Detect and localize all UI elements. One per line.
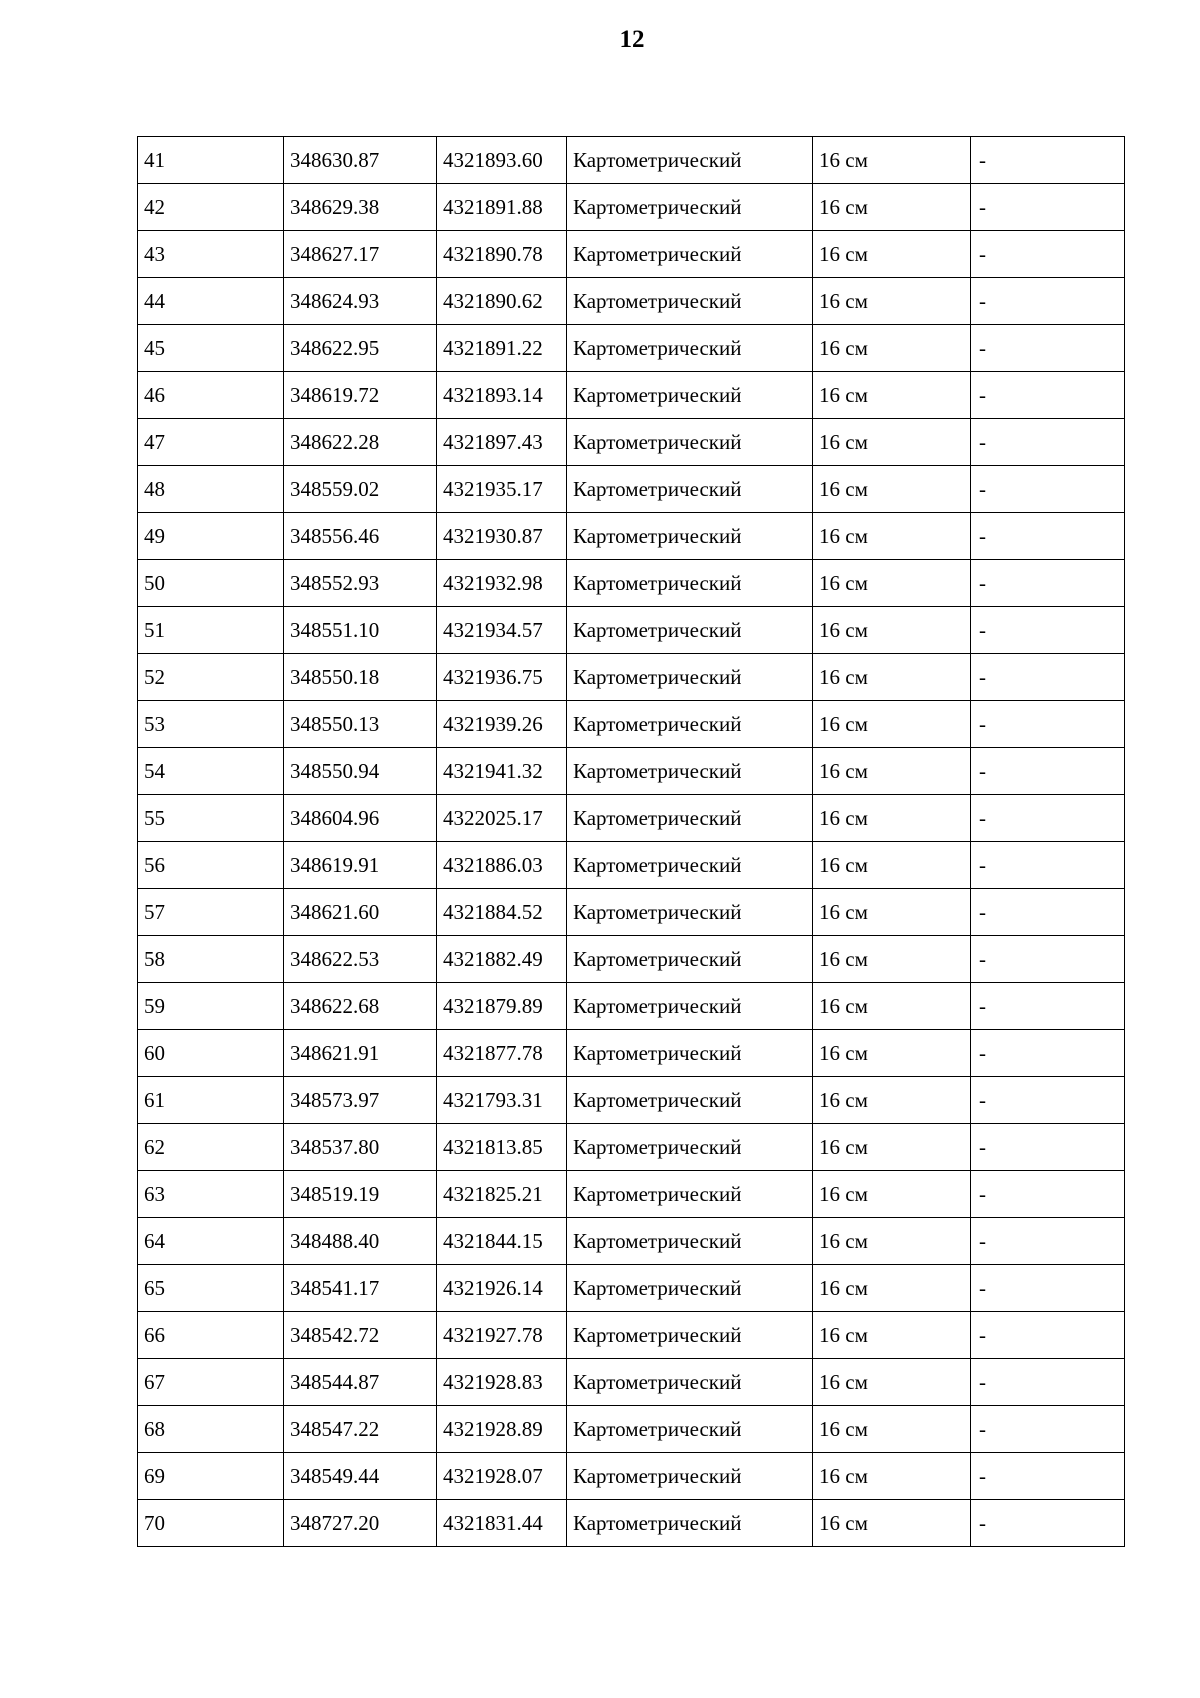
x-coordinate-cell: 348550.13 [284, 701, 437, 748]
method-cell: Картометрический [567, 1453, 813, 1500]
y-coordinate-cell: 4321926.14 [437, 1265, 567, 1312]
table-row [138, 936, 1125, 983]
y-coordinate-cell: 4322025.17 [437, 795, 567, 842]
point-number-cell: 56 [138, 842, 284, 889]
point-number-cell: 63 [138, 1171, 284, 1218]
x-coordinate-cell: 348573.97 [284, 1077, 437, 1124]
table-row [138, 654, 1125, 701]
y-coordinate-cell: 4321890.78 [437, 231, 567, 278]
table-row [138, 1406, 1125, 1453]
note-cell: - [971, 184, 1125, 231]
y-coordinate-cell: 4321897.43 [437, 419, 567, 466]
point-number-cell: 61 [138, 1077, 284, 1124]
table-row [138, 137, 1125, 184]
x-coordinate-cell: 348627.17 [284, 231, 437, 278]
method-cell: Картометрический [567, 1077, 813, 1124]
accuracy-cell: 16 см [813, 419, 971, 466]
accuracy-cell: 16 см [813, 1124, 971, 1171]
point-number-cell: 57 [138, 889, 284, 936]
point-number-cell: 51 [138, 607, 284, 654]
accuracy-cell: 16 см [813, 231, 971, 278]
note-cell: - [971, 1030, 1125, 1077]
accuracy-cell: 16 см [813, 1359, 971, 1406]
note-cell: - [971, 1218, 1125, 1265]
accuracy-cell: 16 см [813, 1030, 971, 1077]
method-cell: Картометрический [567, 1030, 813, 1077]
note-cell: - [971, 1500, 1125, 1547]
coordinates-table [137, 136, 1125, 1547]
table-row [138, 513, 1125, 560]
y-coordinate-cell: 4321928.89 [437, 1406, 567, 1453]
y-coordinate-cell: 4321877.78 [437, 1030, 567, 1077]
method-cell: Картометрический [567, 560, 813, 607]
accuracy-cell: 16 см [813, 983, 971, 1030]
accuracy-cell: 16 см [813, 466, 971, 513]
y-coordinate-cell: 4321793.31 [437, 1077, 567, 1124]
point-number-cell: 60 [138, 1030, 284, 1077]
accuracy-cell: 16 см [813, 184, 971, 231]
accuracy-cell: 16 см [813, 1453, 971, 1500]
method-cell: Картометрический [567, 466, 813, 513]
method-cell: Картометрический [567, 795, 813, 842]
table-row [138, 278, 1125, 325]
note-cell: - [971, 278, 1125, 325]
point-number-cell: 70 [138, 1500, 284, 1547]
accuracy-cell: 16 см [813, 1077, 971, 1124]
method-cell: Картометрический [567, 1312, 813, 1359]
point-number-cell: 42 [138, 184, 284, 231]
x-coordinate-cell: 348622.95 [284, 325, 437, 372]
point-number-cell: 43 [138, 231, 284, 278]
x-coordinate-cell: 348541.17 [284, 1265, 437, 1312]
point-number-cell: 69 [138, 1453, 284, 1500]
table-row [138, 325, 1125, 372]
method-cell: Картометрический [567, 1171, 813, 1218]
x-coordinate-cell: 348619.91 [284, 842, 437, 889]
y-coordinate-cell: 4321935.17 [437, 466, 567, 513]
accuracy-cell: 16 см [813, 278, 971, 325]
point-number-cell: 48 [138, 466, 284, 513]
method-cell: Картометрический [567, 1406, 813, 1453]
note-cell: - [971, 560, 1125, 607]
note-cell: - [971, 419, 1125, 466]
y-coordinate-cell: 4321927.78 [437, 1312, 567, 1359]
method-cell: Картометрический [567, 1265, 813, 1312]
accuracy-cell: 16 см [813, 795, 971, 842]
point-number-cell: 46 [138, 372, 284, 419]
x-coordinate-cell: 348550.18 [284, 654, 437, 701]
coordinates-table-body [138, 137, 1125, 1547]
table-row [138, 1265, 1125, 1312]
y-coordinate-cell: 4321936.75 [437, 654, 567, 701]
method-cell: Картометрический [567, 842, 813, 889]
y-coordinate-cell: 4321825.21 [437, 1171, 567, 1218]
point-number-cell: 67 [138, 1359, 284, 1406]
note-cell: - [971, 701, 1125, 748]
method-cell: Картометрический [567, 513, 813, 560]
y-coordinate-cell: 4321886.03 [437, 842, 567, 889]
note-cell: - [971, 842, 1125, 889]
y-coordinate-cell: 4321891.88 [437, 184, 567, 231]
x-coordinate-cell: 348537.80 [284, 1124, 437, 1171]
x-coordinate-cell: 348629.38 [284, 184, 437, 231]
point-number-cell: 54 [138, 748, 284, 795]
note-cell: - [971, 513, 1125, 560]
accuracy-cell: 16 см [813, 936, 971, 983]
point-number-cell: 45 [138, 325, 284, 372]
note-cell: - [971, 1124, 1125, 1171]
note-cell: - [971, 889, 1125, 936]
x-coordinate-cell: 348624.93 [284, 278, 437, 325]
method-cell: Картометрический [567, 1124, 813, 1171]
x-coordinate-cell: 348519.19 [284, 1171, 437, 1218]
table-row [138, 983, 1125, 1030]
page-number: 12 [619, 26, 645, 53]
y-coordinate-cell: 4321879.89 [437, 983, 567, 1030]
table-row [138, 1171, 1125, 1218]
x-coordinate-cell: 348552.93 [284, 560, 437, 607]
x-coordinate-cell: 348547.22 [284, 1406, 437, 1453]
accuracy-cell: 16 см [813, 1265, 971, 1312]
x-coordinate-cell: 348621.91 [284, 1030, 437, 1077]
x-coordinate-cell: 348727.20 [284, 1500, 437, 1547]
y-coordinate-cell: 4321813.85 [437, 1124, 567, 1171]
note-cell: - [971, 372, 1125, 419]
y-coordinate-cell: 4321884.52 [437, 889, 567, 936]
x-coordinate-cell: 348549.44 [284, 1453, 437, 1500]
accuracy-cell: 16 см [813, 1312, 971, 1359]
note-cell: - [971, 1359, 1125, 1406]
y-coordinate-cell: 4321932.98 [437, 560, 567, 607]
table-row [138, 1312, 1125, 1359]
table-row [138, 419, 1125, 466]
table-row [138, 748, 1125, 795]
table-row [138, 1500, 1125, 1547]
y-coordinate-cell: 4321890.62 [437, 278, 567, 325]
x-coordinate-cell: 348559.02 [284, 466, 437, 513]
point-number-cell: 49 [138, 513, 284, 560]
y-coordinate-cell: 4321928.83 [437, 1359, 567, 1406]
accuracy-cell: 16 см [813, 372, 971, 419]
accuracy-cell: 16 см [813, 1500, 971, 1547]
table-row [138, 795, 1125, 842]
method-cell: Картометрический [567, 278, 813, 325]
y-coordinate-cell: 4321930.87 [437, 513, 567, 560]
point-number-cell: 52 [138, 654, 284, 701]
table-row [138, 1218, 1125, 1265]
method-cell: Картометрический [567, 701, 813, 748]
table-row [138, 1359, 1125, 1406]
method-cell: Картометрический [567, 184, 813, 231]
note-cell: - [971, 983, 1125, 1030]
method-cell: Картометрический [567, 372, 813, 419]
x-coordinate-cell: 348544.87 [284, 1359, 437, 1406]
x-coordinate-cell: 348488.40 [284, 1218, 437, 1265]
accuracy-cell: 16 см [813, 748, 971, 795]
method-cell: Картометрический [567, 231, 813, 278]
accuracy-cell: 16 см [813, 1218, 971, 1265]
method-cell: Картометрический [567, 607, 813, 654]
table-row [138, 607, 1125, 654]
note-cell: - [971, 137, 1125, 184]
point-number-cell: 62 [138, 1124, 284, 1171]
note-cell: - [971, 795, 1125, 842]
x-coordinate-cell: 348619.72 [284, 372, 437, 419]
table-row [138, 184, 1125, 231]
accuracy-cell: 16 см [813, 560, 971, 607]
accuracy-cell: 16 см [813, 513, 971, 560]
table-row [138, 1030, 1125, 1077]
accuracy-cell: 16 см [813, 1406, 971, 1453]
accuracy-cell: 16 см [813, 654, 971, 701]
y-coordinate-cell: 4321882.49 [437, 936, 567, 983]
note-cell: - [971, 1312, 1125, 1359]
method-cell: Картометрический [567, 889, 813, 936]
note-cell: - [971, 607, 1125, 654]
note-cell: - [971, 748, 1125, 795]
point-number-cell: 44 [138, 278, 284, 325]
accuracy-cell: 16 см [813, 325, 971, 372]
y-coordinate-cell: 4321891.22 [437, 325, 567, 372]
y-coordinate-cell: 4321831.44 [437, 1500, 567, 1547]
note-cell: - [971, 325, 1125, 372]
method-cell: Картометрический [567, 983, 813, 1030]
accuracy-cell: 16 см [813, 1171, 971, 1218]
point-number-cell: 65 [138, 1265, 284, 1312]
note-cell: - [971, 231, 1125, 278]
x-coordinate-cell: 348622.28 [284, 419, 437, 466]
method-cell: Картометрический [567, 1218, 813, 1265]
method-cell: Картометрический [567, 419, 813, 466]
x-coordinate-cell: 348622.68 [284, 983, 437, 1030]
point-number-cell: 66 [138, 1312, 284, 1359]
x-coordinate-cell: 348630.87 [284, 137, 437, 184]
y-coordinate-cell: 4321941.32 [437, 748, 567, 795]
accuracy-cell: 16 см [813, 607, 971, 654]
x-coordinate-cell: 348604.96 [284, 795, 437, 842]
note-cell: - [971, 1171, 1125, 1218]
accuracy-cell: 16 см [813, 137, 971, 184]
accuracy-cell: 16 см [813, 842, 971, 889]
method-cell: Картометрический [567, 936, 813, 983]
note-cell: - [971, 1077, 1125, 1124]
note-cell: - [971, 1265, 1125, 1312]
point-number-cell: 41 [138, 137, 284, 184]
y-coordinate-cell: 4321893.60 [437, 137, 567, 184]
accuracy-cell: 16 см [813, 701, 971, 748]
y-coordinate-cell: 4321844.15 [437, 1218, 567, 1265]
method-cell: Картометрический [567, 137, 813, 184]
table-row [138, 231, 1125, 278]
table-row [138, 842, 1125, 889]
x-coordinate-cell: 348551.10 [284, 607, 437, 654]
method-cell: Картометрический [567, 1500, 813, 1547]
point-number-cell: 50 [138, 560, 284, 607]
point-number-cell: 68 [138, 1406, 284, 1453]
x-coordinate-cell: 348622.53 [284, 936, 437, 983]
point-number-cell: 47 [138, 419, 284, 466]
table-row [138, 372, 1125, 419]
note-cell: - [971, 1453, 1125, 1500]
point-number-cell: 53 [138, 701, 284, 748]
note-cell: - [971, 1406, 1125, 1453]
table-row [138, 1077, 1125, 1124]
accuracy-cell: 16 см [813, 889, 971, 936]
method-cell: Картометрический [567, 654, 813, 701]
note-cell: - [971, 466, 1125, 513]
y-coordinate-cell: 4321939.26 [437, 701, 567, 748]
point-number-cell: 64 [138, 1218, 284, 1265]
point-number-cell: 55 [138, 795, 284, 842]
table-row [138, 701, 1125, 748]
x-coordinate-cell: 348550.94 [284, 748, 437, 795]
x-coordinate-cell: 348556.46 [284, 513, 437, 560]
y-coordinate-cell: 4321934.57 [437, 607, 567, 654]
point-number-cell: 58 [138, 936, 284, 983]
point-number-cell: 59 [138, 983, 284, 1030]
method-cell: Картометрический [567, 1359, 813, 1406]
x-coordinate-cell: 348542.72 [284, 1312, 437, 1359]
x-coordinate-cell: 348621.60 [284, 889, 437, 936]
table-row [138, 1453, 1125, 1500]
table-row [138, 466, 1125, 513]
method-cell: Картометрический [567, 748, 813, 795]
y-coordinate-cell: 4321893.14 [437, 372, 567, 419]
y-coordinate-cell: 4321928.07 [437, 1453, 567, 1500]
method-cell: Картометрический [567, 325, 813, 372]
note-cell: - [971, 654, 1125, 701]
table-row [138, 1124, 1125, 1171]
table-row [138, 560, 1125, 607]
note-cell: - [971, 936, 1125, 983]
table-row [138, 889, 1125, 936]
